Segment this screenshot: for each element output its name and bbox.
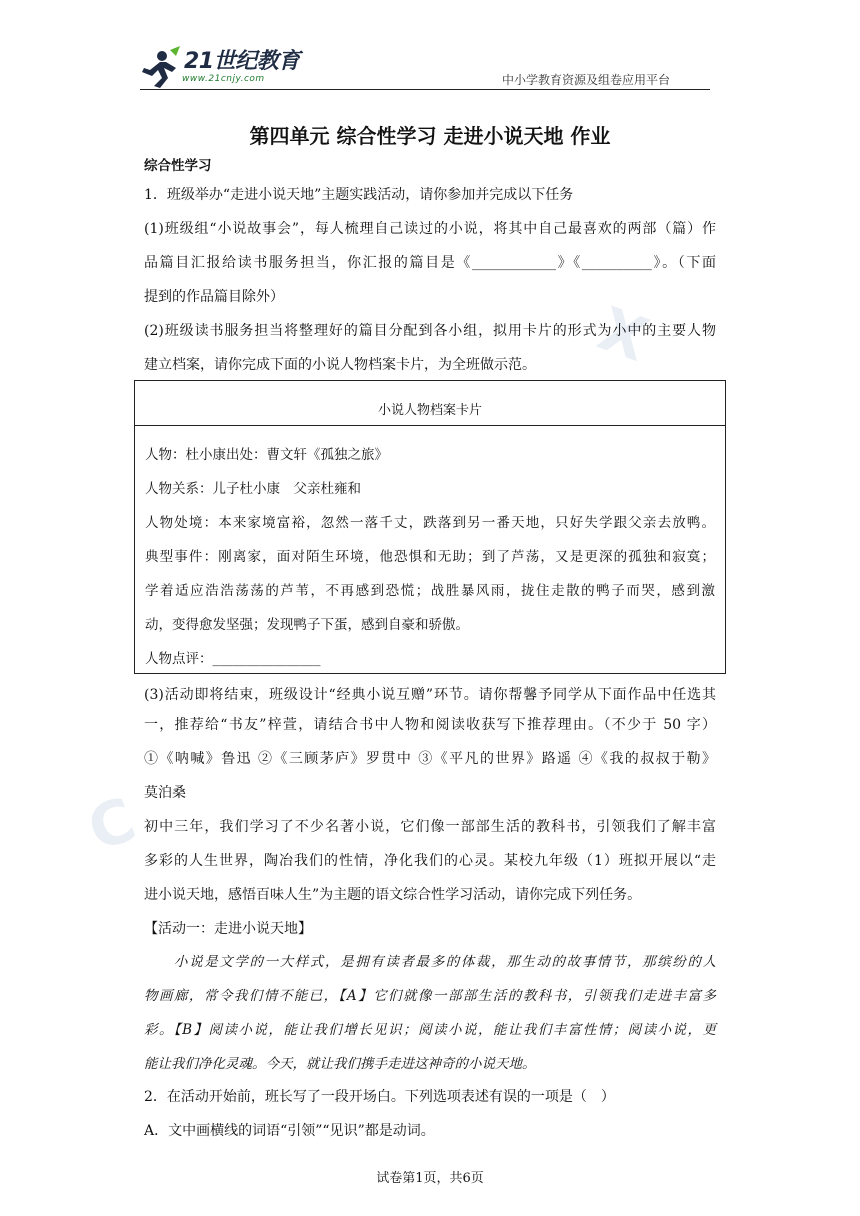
watermark: C — [79, 784, 145, 866]
header-divider — [140, 89, 710, 90]
character-comment-blank[interactable]: 人物点评：________________ — [145, 651, 321, 667]
card-line: 学着适应浩浩荡荡的芦苇，不再感到恐慌；战胜暴风雨，拢住走散的鸭子而哭，感到激 — [145, 583, 715, 599]
question-1-part-2: (2)班级读书服务担当将整理好的篇目分配到各小组，拟用卡片的形式为小中的主要人物 — [144, 323, 716, 339]
book-options: 莫泊桑 — [144, 785, 186, 801]
reading-passage: 小说是文学的一大样式，是拥有读者最多的体裁，那生动的故事情节，那缤纷的人 — [174, 954, 716, 970]
page-footer: 试卷第1页，共6页 — [376, 1171, 484, 1186]
page-header — [140, 40, 710, 90]
book-options: ①《呐喊》鲁迅 ②《三顾茅庐》罗贯中 ③《平凡的世界》路遥 ④《我的叔叔于勒》 — [144, 751, 716, 767]
platform-name: 中小学教育资源及组卷应用平台 — [501, 73, 670, 87]
question-1-intro: 1．班级举办“走进小说天地”主题实践活动，请你参加并完成以下任务 — [144, 187, 574, 203]
watermark: X — [589, 294, 657, 376]
passage-intro: 多彩的人生世界，陶冶我们的性情，净化我们的心灵。某校九年级（1）班拟开展以“走 — [144, 853, 716, 869]
card-line: 人物关系：儿子杜小康 父亲杜雍和 — [145, 481, 361, 497]
question-1-part-1: 提到的作品篇目除外） — [144, 289, 284, 305]
card-title: 小说人物档案卡片 — [377, 403, 482, 418]
page-title: 第四单元 综合性学习 走进小说天地 作业 — [249, 124, 611, 148]
card-line: 人物处境：本来家境富裕，忽然一落千丈，跌落到另一番天地，只好失学跟父亲去放鸭。 — [145, 515, 715, 531]
reading-passage: 彩。【B】阅读小说，能让我们增长见识；阅读小说，能让我们丰富性情；阅读小说，更 — [144, 1022, 716, 1038]
passage-intro: 初中三年，我们学习了不少名著小说，它们像一部部生活的教科书，引领我们了解丰富 — [144, 819, 716, 835]
question-1-part-1: 品篇目汇报给读书服务担当，你汇报的篇目是《____________》《__________》。（下面 — [144, 255, 716, 271]
question-2-stem: 2．在活动开始前，班长写了一段开场白。下列选项表述有误的一项是（ ） — [144, 1089, 615, 1105]
brand-logo — [140, 44, 310, 90]
reading-passage: 能让我们净化灵魂。今天，就让我们携手走进这神奇的小说天地。 — [144, 1056, 536, 1072]
card-line: 动，变得愈发坚强；发现鸭子下蛋，感到自豪和骄傲。 — [145, 617, 469, 633]
character-profile-card — [134, 380, 726, 674]
section-heading: 综合性学习 — [144, 158, 212, 174]
logo-wordmark: 21世纪教育 — [184, 49, 300, 74]
question-1-part-3: (3)活动即将结束，班级设计“经典小说互赠”环节。请你帮馨予同学从下面作品中任选其 — [144, 687, 716, 703]
logo-url: www.21cnjy.com — [182, 74, 265, 84]
activity-heading: 【活动一：走进小说天地】 — [144, 921, 312, 937]
card-line: 人物：杜小康出处：曹文轩《孤独之旅》 — [145, 447, 388, 463]
question-1-part-2: 建立档案，请你完成下面的小说人物档案卡片，为全班做示范。 — [144, 357, 536, 373]
question-1-part-1: (1)班级组“小说故事会”，每人梳理自己读过的小说，将其中自己最喜欢的两部（篇）作 — [144, 221, 716, 237]
reading-passage: 物画廊，常令我们情不能已，【A】它们就像一部部生活的教科书，引领我们走进丰富多 — [144, 988, 716, 1004]
passage-intro: 进小说天地，感悟百味人生”为主题的语文综合性学习活动，请你完成下列任务。 — [144, 887, 642, 903]
runner-icon — [140, 46, 184, 88]
question-1-part-3: 一，推荐给“书友”梓萱，请结合书中人物和阅读收获写下推荐理由。（不少于 50 字） — [144, 717, 716, 733]
question-2-option-a[interactable]: A．文中画横线的词语“引领”“见识”都是动词。 — [144, 1123, 435, 1139]
card-line: 典型事件：刚离家，面对陌生环境，他恐惧和无助；到了芦荡，又是更深的孤独和寂寞； — [145, 549, 715, 565]
card-header — [135, 381, 725, 426]
